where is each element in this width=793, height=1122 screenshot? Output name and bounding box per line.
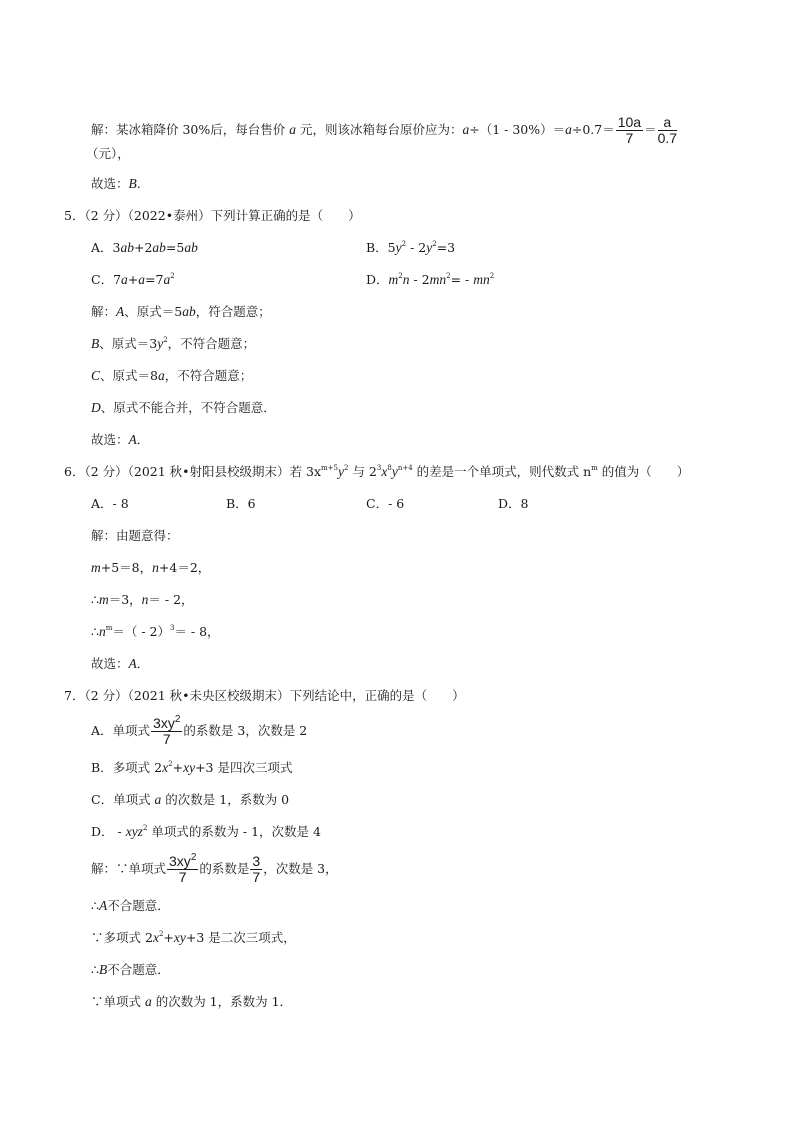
q5-solution-line3: C、原式＝8a，不符合题意； [91,368,253,383]
text: ＝ [644,122,657,137]
denominator: 7 [252,869,261,885]
text: 元，则该冰箱每台原价应为： [295,122,463,137]
q6-answer: 故选：A． [91,656,150,671]
stem: 的值为（ ） [597,464,690,479]
q7-option-c: C．单项式 a 的次数是 1，系数为 0 [91,792,290,807]
question-number: 6． [64,464,85,479]
q7-option-b: B．多项式 $2x^2+xy+3$ 是四次三项式 [91,760,293,775]
q6-option-c: C．- 6 [366,496,405,511]
exponent: m+5 [321,464,339,472]
q5-option-c: C．$7a+a=7a^2$ [91,272,175,287]
q6-solution-line2: m+5＝8，n+4＝2， [91,560,211,575]
q6-solution-line3: ∴m＝3，n＝ - 2， [91,592,194,607]
question-6-stem [64,464,689,480]
fraction [151,716,182,747]
exponent: m [591,464,598,472]
text: 的系数是 [199,861,250,876]
denominator: 7 [162,731,171,747]
denominator: 7 [178,869,187,885]
score: （2 分） [84,208,128,223]
q5-option-b: B．$5y^2 - 2y^2=3$ [366,240,456,255]
text: 解：∵单项式 [91,861,167,876]
text: ÷（1 - 30%）＝ [469,122,566,137]
stem: 下列计算正确的是（ ） [210,208,361,223]
q5-solution-line1: 解：A、原式＝5ab，符合题意； [91,304,271,319]
text: 解：某冰箱降价 30%后，每台售价 [91,122,290,137]
exponent: n+4 [397,464,413,472]
denominator: 0.7 [657,130,678,146]
q5-option-a: A．3ab+2ab=5ab [91,240,198,255]
fraction [658,115,677,146]
q7-solution-line2: ∴A不合题意． [91,898,170,913]
exponent: 8 [387,464,392,472]
q7-solution-line5: ∵单项式 a 的次数为 1，系数为 1． [91,994,293,1009]
var: y [338,464,345,479]
exponent: 3 [376,464,382,472]
question-number: 7． [64,688,85,703]
fraction [167,854,198,885]
prev-answer [91,176,141,192]
stem: 若 3x [289,464,322,479]
fraction [616,115,643,146]
var: a [289,122,296,137]
var: a [565,122,572,137]
question-number: 5． [64,208,85,223]
stem: 下列结论中，正确的是（ ） [289,688,465,703]
source: （2021 秋•未央区校级期末） [127,688,290,703]
q6-option-d: D．8 [498,496,529,511]
numerator: 3 [252,853,261,869]
q7-option-d: D． - xyz$^2$ 单项式的系数为 - 1，次数是 4 [91,824,321,839]
source: （2022•泰州） [127,208,211,223]
denominator: 7 [625,130,634,146]
q7-solution-line3: ∵多项式 $2x^2+xy+3$ 是二次三项式， [91,930,296,945]
text: 故选： [91,176,129,191]
q6-option-a: A．- 8 [91,496,129,511]
text: 的系数是 3，次数是 2 [183,723,308,738]
text: A．单项式 [91,723,151,738]
var: y [391,464,398,479]
exponent: 2 [344,464,349,472]
exponent: 2 [190,852,197,863]
q7-solution-line4: ∴B不合题意． [91,962,170,977]
source: （2021 秋•射阳县校级期末） [127,464,290,479]
q5-answer: 故选：A． [91,432,150,447]
q5-option-d: D．$m^2n - 2mn^2= - mn^2$ [366,272,495,287]
score: （2 分） [84,688,128,703]
stem: 的差是一个单项式，则代数式 n [412,464,592,479]
q6-option-b: B．6 [226,496,256,511]
q7-solution-line1 [91,854,338,885]
answer: B [128,176,137,191]
var: x [381,464,388,479]
var: a [462,122,470,137]
score: （2 分） [84,464,128,479]
numerator: 3xy [153,715,175,731]
exponent: 2 [174,714,181,725]
question-7-stem [64,688,465,704]
text: ÷0.7＝ [571,122,615,137]
prev-solution-line1 [91,115,678,146]
numerator: 10a [617,114,642,130]
q5-solution-line2: B、原式$=3y^2$，不符合题意； [91,336,256,351]
numerator: a [658,115,677,131]
stem: 与 2 [348,464,377,479]
question-5-stem [64,208,361,224]
text: . [136,176,141,191]
fraction [250,854,262,885]
numerator: 3xy [169,853,191,869]
q5-solution-line4: D、原式不能合并，不符合题意． [91,400,276,415]
q6-solution-line4: $\therefore n^m=( - 2)^3= - 8$， [91,624,220,639]
q7-option-a [91,716,307,747]
prev-solution-line2: （元）， [86,146,130,161]
text: ，次数是 3， [263,861,338,876]
q6-solution-line1: 解：由题意得： [91,528,179,543]
